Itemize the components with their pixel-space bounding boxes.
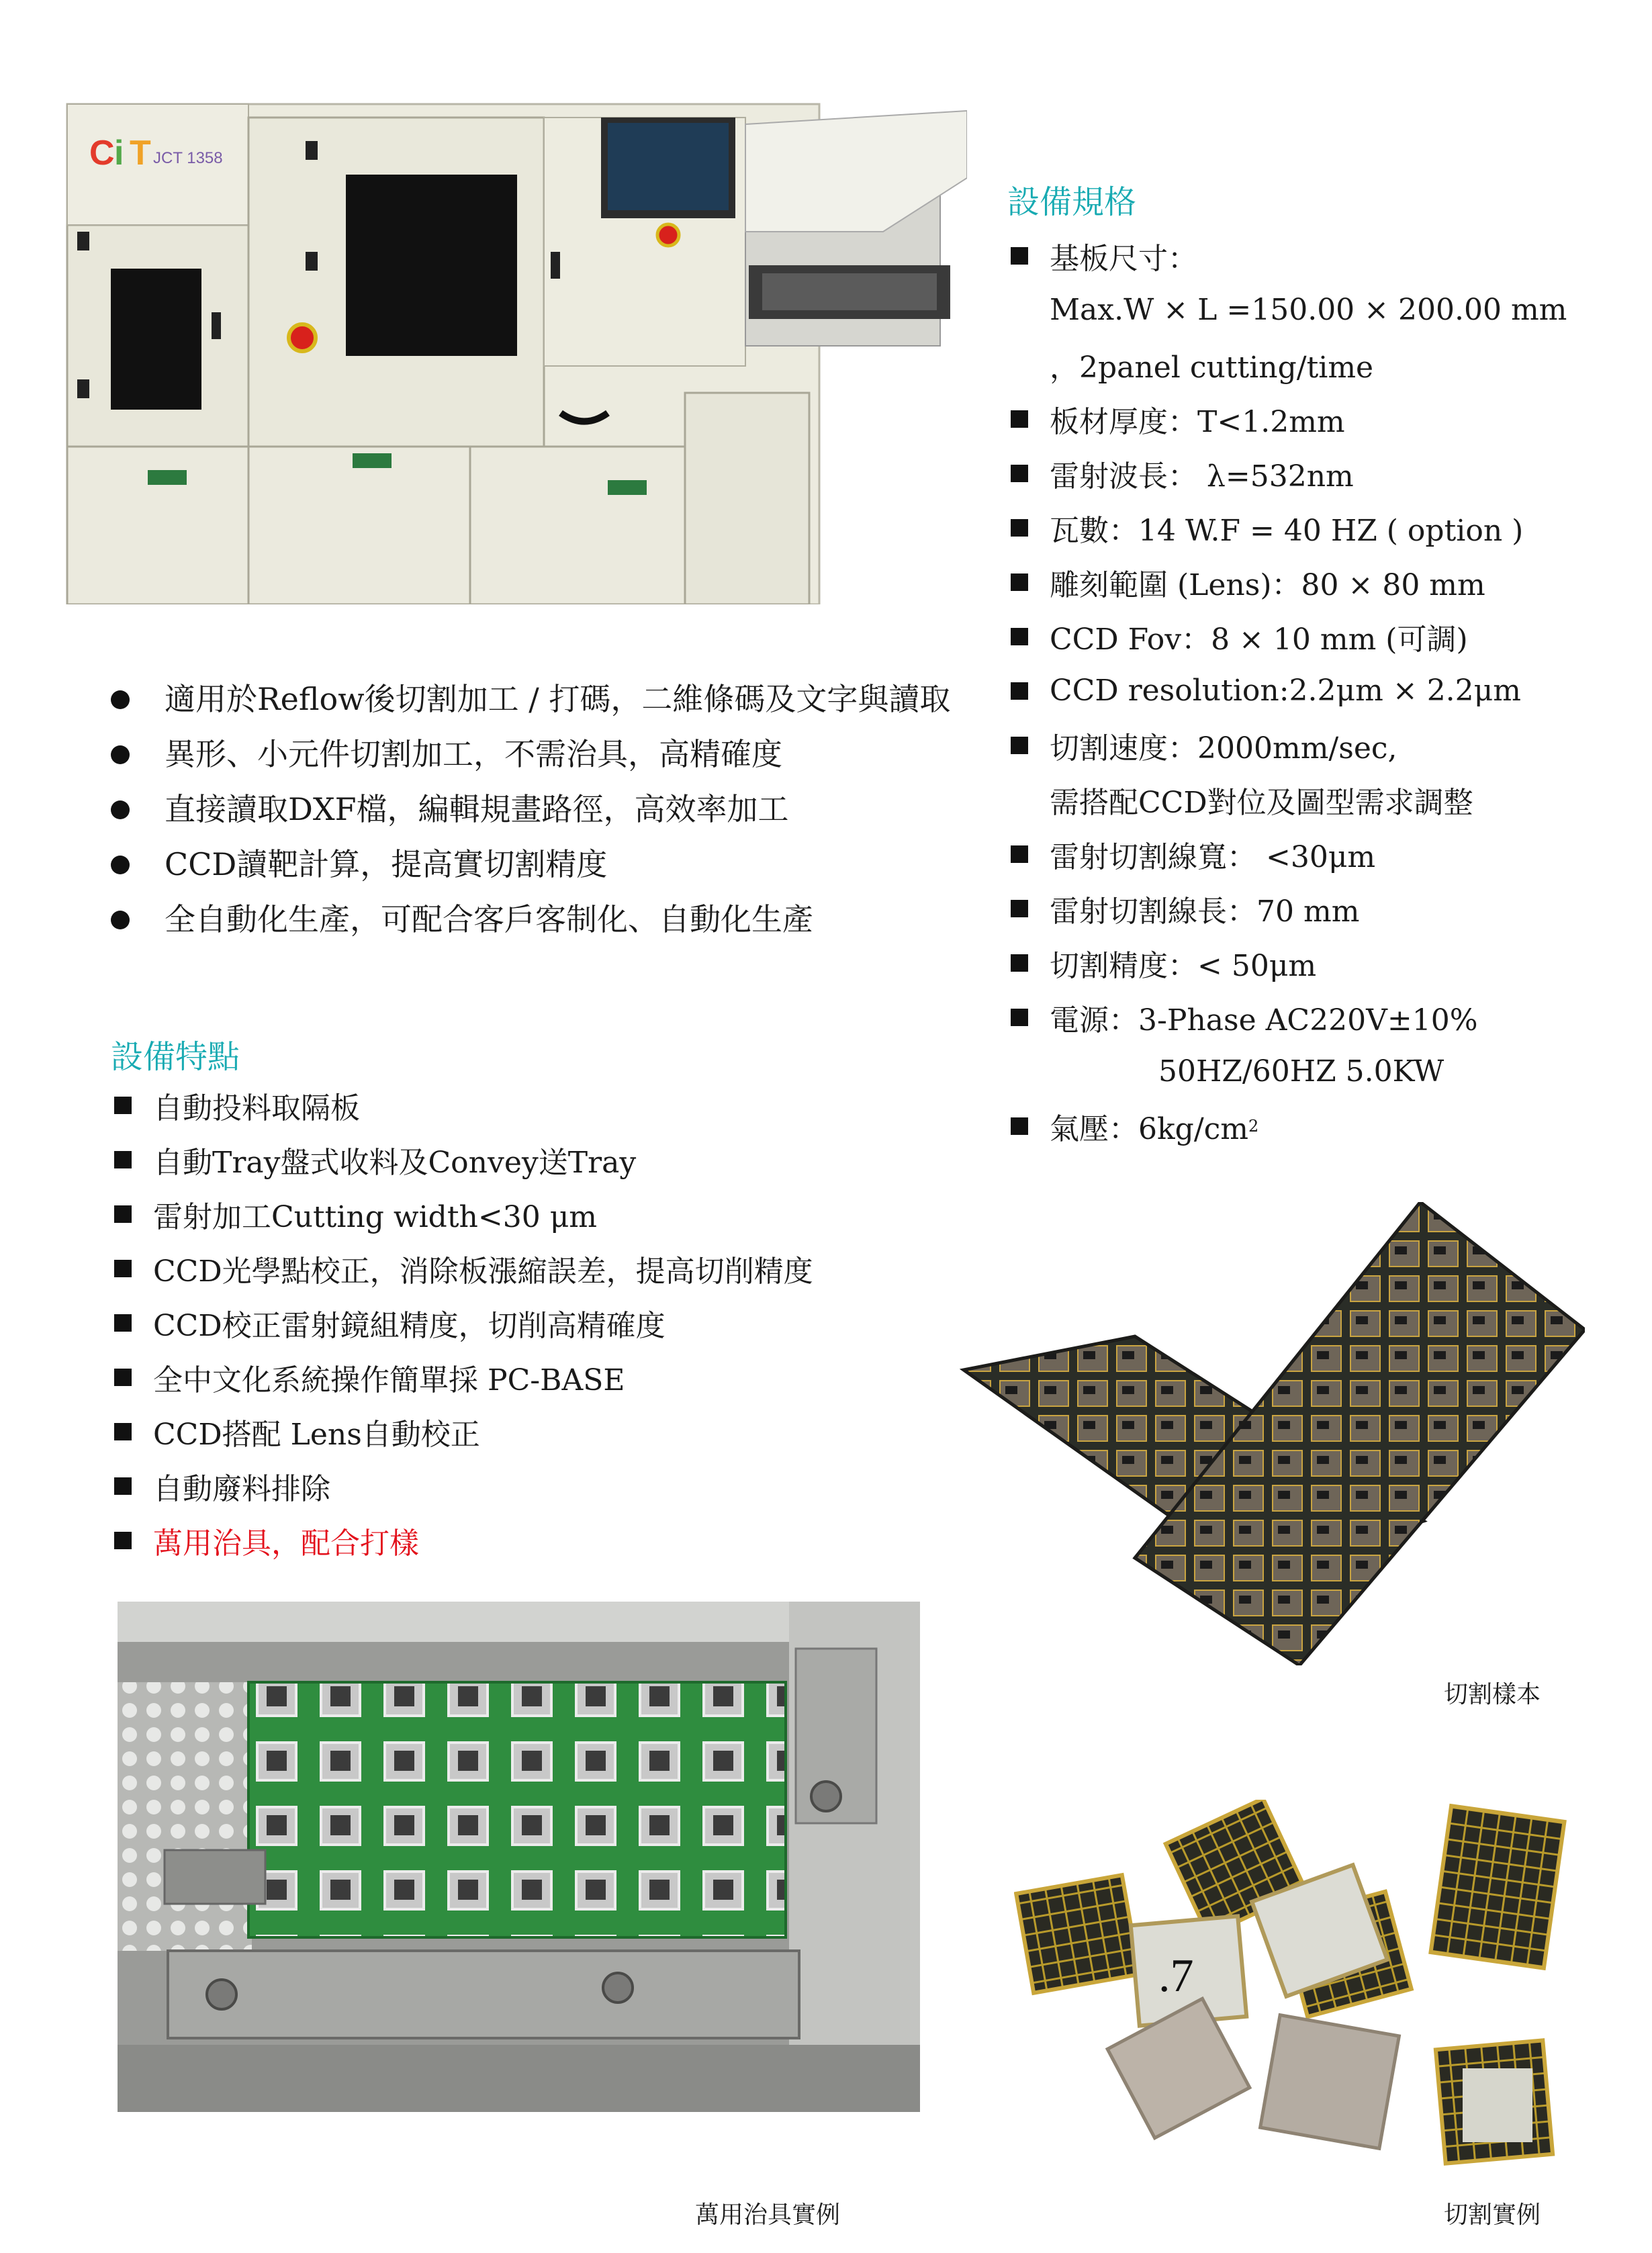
bullet-square-icon bbox=[1011, 845, 1028, 863]
spec-list bbox=[1011, 228, 1567, 1153]
logo-letter-t: T bbox=[130, 134, 151, 173]
spec-engrave-range: 雕刻範圍 (Lens)：80 × 80 mm bbox=[1011, 555, 1567, 609]
spec-air-pressure: 氣壓：6kg/cm 2 bbox=[1011, 1099, 1567, 1153]
characteristics-list bbox=[114, 1078, 813, 1567]
bullet-square-icon bbox=[114, 1477, 132, 1495]
bullet-square-icon bbox=[114, 1205, 132, 1223]
characteristic-item: CCD校正雷射鏡組精度，切削高精確度 bbox=[114, 1295, 813, 1350]
characteristic-item: CCD光學點校正，消除板漲縮誤差，提高切削精度 bbox=[114, 1241, 813, 1295]
characteristic-item: 自動投料取隔板 bbox=[114, 1078, 813, 1132]
spec-cut-speed-note: 需搭配CCD對位及圖型需求調整 bbox=[1050, 785, 1473, 820]
bullet-square-icon bbox=[114, 1260, 132, 1277]
spec-power-detail: 50HZ/60HZ 5.0KW bbox=[1158, 1054, 1444, 1089]
characteristics-title: 設備特點 bbox=[111, 1038, 240, 1076]
bullet-dot-icon bbox=[111, 745, 130, 764]
spec-line-width: 雷射切割線寬： <30μm bbox=[1011, 827, 1567, 881]
feature-item: 異形、小元件切割加工，不需治具，高精確度 bbox=[111, 727, 970, 782]
spec-wavelength: 雷射波長： λ=532nm bbox=[1011, 446, 1567, 500]
characteristic-item: 自動Tray盤式收料及Convey送Tray bbox=[114, 1132, 813, 1187]
characteristic-item: 自動廢料排除 bbox=[114, 1459, 813, 1513]
caption-fixture-example: 萬用治具實例 bbox=[695, 2201, 841, 2229]
bullet-square-icon bbox=[1011, 465, 1028, 482]
feature-list bbox=[111, 672, 970, 947]
feature-item: CCD讀靶計算，提高實切割精度 bbox=[111, 837, 970, 892]
bullet-square-icon bbox=[1011, 519, 1028, 537]
spec-ccd-resolution: CCD resolution:2.2μm × 2.2μm bbox=[1011, 663, 1567, 718]
spec-title: 設備規格 bbox=[1007, 183, 1137, 221]
spec-watts: 瓦數：14 W.F = 40 HZ ( option ) bbox=[1011, 500, 1567, 555]
bullet-square-icon bbox=[1011, 737, 1028, 754]
spec-substrate: 基板尺寸： bbox=[1011, 228, 1567, 283]
bullet-square-icon bbox=[1011, 954, 1028, 972]
bullet-square-icon bbox=[1011, 682, 1028, 700]
logo-letter-i: i bbox=[114, 134, 124, 173]
bullet-dot-icon bbox=[111, 911, 130, 929]
cutting-sample-photo bbox=[957, 1202, 1585, 1665]
air-pressure-superscript: 2 bbox=[1248, 1116, 1259, 1136]
bullet-square-icon bbox=[114, 1151, 132, 1168]
bullet-square-icon bbox=[1011, 1009, 1028, 1026]
bullet-dot-icon bbox=[111, 856, 130, 874]
characteristic-highlight: 萬用治具，配合打樣 bbox=[114, 1513, 813, 1567]
characteristic-item: 全中文化系統操作簡單採 PC-BASE bbox=[114, 1350, 813, 1404]
feature-item: 直接讀取DXF檔，編輯規畫路徑，高效率加工 bbox=[111, 782, 970, 837]
bullet-square-icon bbox=[1011, 410, 1028, 428]
spec-precision: 切割精度：< 50μm bbox=[1011, 935, 1567, 990]
spec-substrate-size: Max.W × L =150.00 × 200.00 mm bbox=[1050, 293, 1567, 327]
svg-text:.7: .7 bbox=[1158, 1950, 1194, 2002]
bullet-square-icon bbox=[114, 1532, 132, 1549]
logo-letter-c: C bbox=[89, 134, 115, 173]
spec-cut-speed: 切割速度：2000mm/sec, bbox=[1011, 718, 1567, 772]
spec-power: 電源：3-Phase AC220V±10% bbox=[1011, 990, 1567, 1044]
bullet-square-icon bbox=[1011, 628, 1028, 645]
machine-model: JCT 1358 bbox=[153, 149, 223, 167]
bullet-square-icon bbox=[114, 1369, 132, 1386]
spec-line-length: 雷射切割線長：70 mm bbox=[1011, 881, 1567, 935]
feature-item: 全自動化生產，可配合客戶客制化、自動化生產 bbox=[111, 892, 970, 947]
spec-substrate-panel: ，2panel cutting/time bbox=[1050, 350, 1374, 385]
feature-item: 適用於Reflow後切割加工 / 打碼，二維條碼及文字與讀取 bbox=[111, 672, 970, 727]
bullet-square-icon bbox=[1011, 1117, 1028, 1135]
bullet-dot-icon bbox=[111, 800, 130, 819]
characteristic-item: CCD搭配 Lens自動校正 bbox=[114, 1404, 813, 1459]
spec-ccd-fov: CCD Fov：8 × 10 mm (可調) bbox=[1011, 609, 1567, 663]
bullet-square-icon bbox=[114, 1097, 132, 1114]
cutting-example-photo bbox=[1014, 1800, 1585, 2182]
machine-photo bbox=[64, 97, 967, 604]
bullet-square-icon bbox=[1011, 900, 1028, 917]
bullet-square-icon bbox=[1011, 573, 1028, 591]
bullet-square-icon bbox=[114, 1423, 132, 1440]
bullet-square-icon bbox=[114, 1314, 132, 1332]
bullet-dot-icon bbox=[111, 690, 130, 709]
bullet-square-icon bbox=[1011, 247, 1028, 265]
fixture-photo bbox=[118, 1602, 920, 2112]
caption-cutting-sample: 切割樣本 bbox=[1444, 1681, 1541, 1708]
spec-thickness: 板材厚度：T<1.2mm bbox=[1011, 392, 1567, 446]
caption-cutting-example: 切割實例 bbox=[1444, 2201, 1541, 2229]
characteristic-item: 雷射加工Cutting width<30 μm bbox=[114, 1187, 813, 1241]
